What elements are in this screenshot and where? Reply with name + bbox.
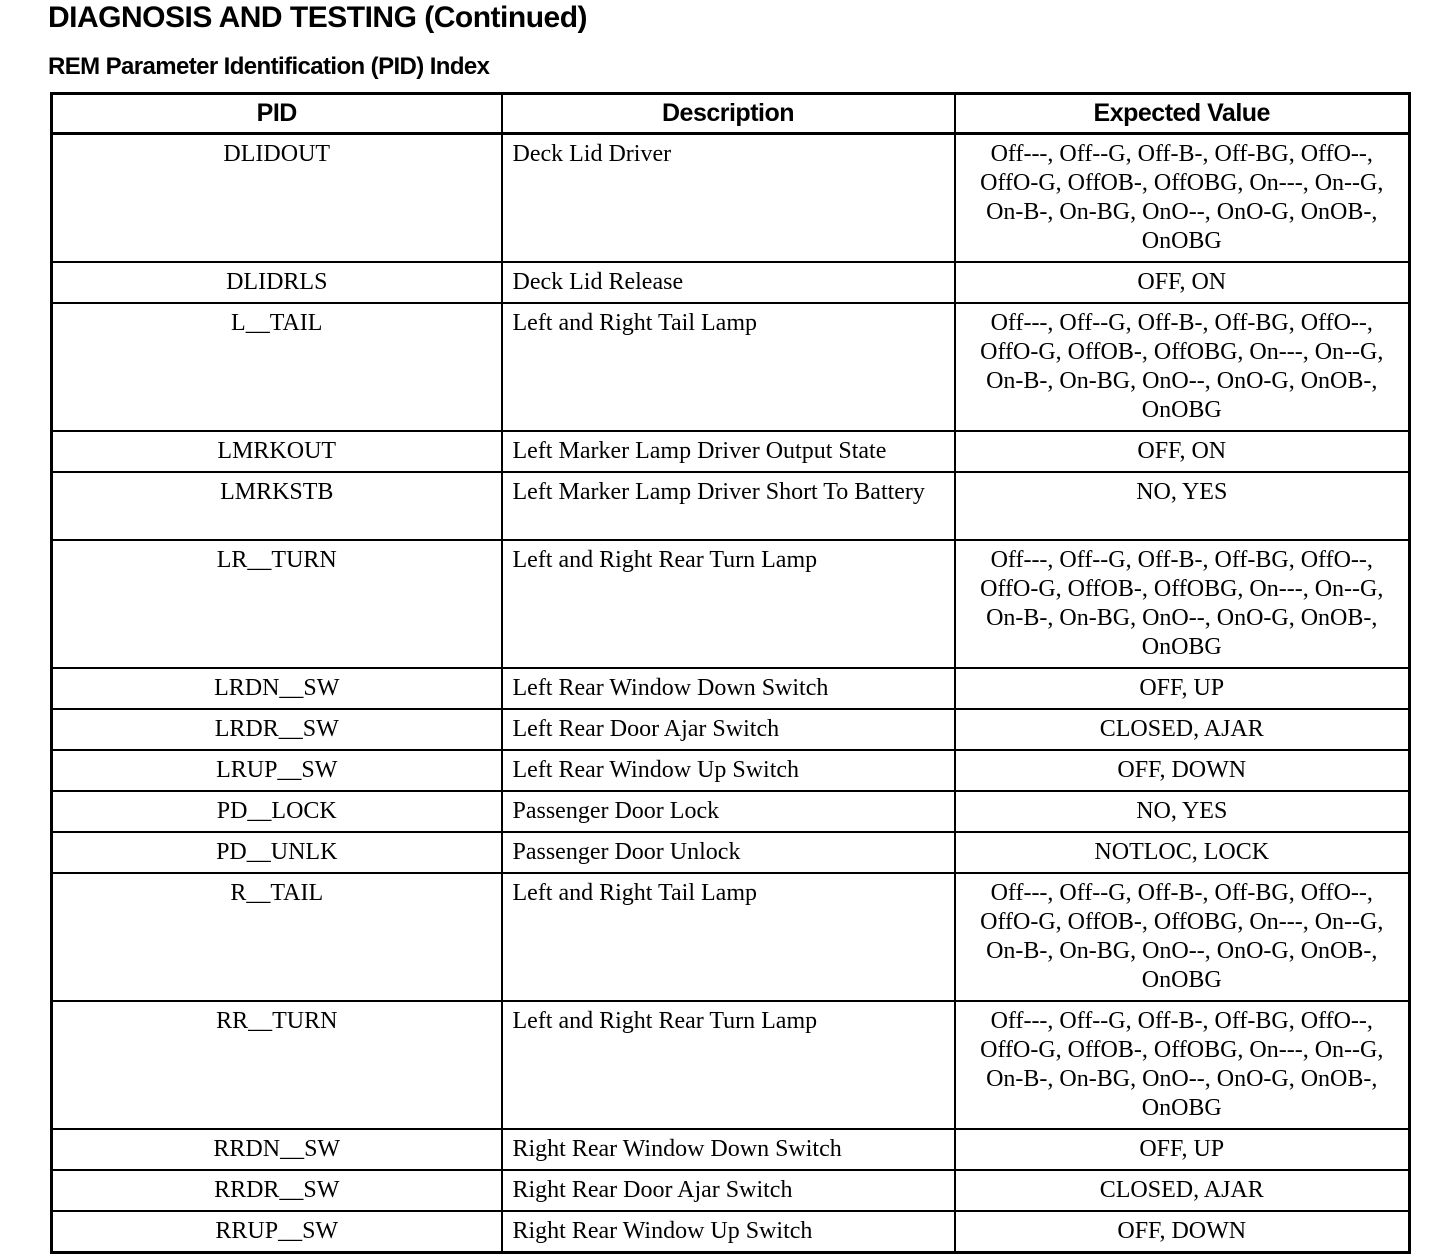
expected-value-cell: OFF, ON — [955, 262, 1410, 303]
description-cell: Left and Right Tail Lamp — [502, 303, 955, 431]
table-row — [52, 832, 1410, 873]
pid-cell: RR__TURN — [52, 1001, 502, 1129]
column-header-pid: PID — [52, 94, 502, 134]
table-row — [52, 668, 1410, 709]
expected-value-cell: Off---, Off--G, Off-B-, Off-BG, OffO--, OffO-G, OffOB-, OffOBG, On---, On--G, On-B-, On-BG, OnO--, OnO-G, OnOB-, OnOBG — [955, 134, 1410, 263]
table-row — [52, 1211, 1410, 1253]
table-row — [52, 791, 1410, 832]
description-cell: Left Rear Window Up Switch — [502, 750, 955, 791]
description-cell: Left Marker Lamp Driver Short To Battery — [502, 472, 955, 540]
expected-value-cell: NO, YES — [955, 791, 1410, 832]
description-cell: Right Rear Window Up Switch — [502, 1211, 955, 1253]
table-row — [52, 1129, 1410, 1170]
table-row — [52, 262, 1410, 303]
column-header-description: Description — [502, 94, 955, 134]
expected-value-cell: Off---, Off--G, Off-B-, Off-BG, OffO--, OffO-G, OffOB-, OffOBG, On---, On--G, On-B-, On-BG, OnO--, OnO-G, OnOB-, OnOBG — [955, 540, 1410, 668]
expected-value-cell: NOTLOC, LOCK — [955, 832, 1410, 873]
expected-value-cell: OFF, UP — [955, 1129, 1410, 1170]
expected-value-cell: Off---, Off--G, Off-B-, Off-BG, OffO--, OffO-G, OffOB-, OffOBG, On---, On--G, On-B-, On-BG, OnO--, OnO-G, OnOB-, OnOBG — [955, 873, 1410, 1001]
pid-cell: PD__LOCK — [52, 791, 502, 832]
table-row — [52, 873, 1410, 1001]
pid-cell: LMRKSTB — [52, 472, 502, 540]
table-row — [52, 303, 1410, 431]
description-cell: Deck Lid Driver — [502, 134, 955, 263]
expected-value-cell: OFF, DOWN — [955, 750, 1410, 791]
expected-value-cell: CLOSED, AJAR — [955, 1170, 1410, 1211]
table-row — [52, 750, 1410, 791]
expected-value-cell: Off---, Off--G, Off-B-, Off-BG, OffO--, OffO-G, OffOB-, OffOBG, On---, On--G, On-B-, On-BG, OnO--, OnO-G, OnOB-, OnOBG — [955, 1001, 1410, 1129]
description-cell: Left and Right Tail Lamp — [502, 873, 955, 1001]
expected-value-cell: Off---, Off--G, Off-B-, Off-BG, OffO--, OffO-G, OffOB-, OffOBG, On---, On--G, On-B-, On-BG, OnO--, OnO-G, OnOB-, OnOBG — [955, 303, 1410, 431]
table-row — [52, 431, 1410, 472]
pid-index-table — [50, 92, 1411, 1254]
table-row — [52, 472, 1410, 540]
table-row — [52, 1170, 1410, 1211]
expected-value-cell: OFF, DOWN — [955, 1211, 1410, 1253]
expected-value-cell: OFF, UP — [955, 668, 1410, 709]
pid-cell: DLIDOUT — [52, 134, 502, 263]
table-header-row — [52, 94, 1410, 134]
section-title: REM Parameter Identification (PID) Index — [48, 53, 490, 80]
description-cell: Left and Right Rear Turn Lamp — [502, 540, 955, 668]
description-cell: Left Rear Window Down Switch — [502, 668, 955, 709]
table-row — [52, 709, 1410, 750]
table-row — [52, 540, 1410, 668]
pid-cell: LRUP__SW — [52, 750, 502, 791]
pid-cell: R__TAIL — [52, 873, 502, 1001]
table-row — [52, 1001, 1410, 1129]
description-cell: Left Rear Door Ajar Switch — [502, 709, 955, 750]
expected-value-cell: OFF, ON — [955, 431, 1410, 472]
pid-cell: LR__TURN — [52, 540, 502, 668]
description-cell: Passenger Door Unlock — [502, 832, 955, 873]
description-cell: Right Rear Window Down Switch — [502, 1129, 955, 1170]
pid-cell: LRDR__SW — [52, 709, 502, 750]
pid-cell: RRUP__SW — [52, 1211, 502, 1253]
description-cell: Passenger Door Lock — [502, 791, 955, 832]
expected-value-cell: NO, YES — [955, 472, 1410, 540]
description-cell: Left and Right Rear Turn Lamp — [502, 1001, 955, 1129]
pid-cell: PD__UNLK — [52, 832, 502, 873]
pid-cell: DLIDRLS — [52, 262, 502, 303]
pid-cell: LMRKOUT — [52, 431, 502, 472]
page-title: DIAGNOSIS AND TESTING (Continued) — [48, 1, 588, 34]
pid-cell: LRDN__SW — [52, 668, 502, 709]
table-row — [52, 134, 1410, 263]
expected-value-cell: CLOSED, AJAR — [955, 709, 1410, 750]
description-cell: Deck Lid Release — [502, 262, 955, 303]
column-header-expected-value: Expected Value — [955, 94, 1410, 134]
description-cell: Right Rear Door Ajar Switch — [502, 1170, 955, 1211]
pid-cell: L__TAIL — [52, 303, 502, 431]
pid-cell: RRDR__SW — [52, 1170, 502, 1211]
description-cell: Left Marker Lamp Driver Output State — [502, 431, 955, 472]
pid-cell: RRDN__SW — [52, 1129, 502, 1170]
